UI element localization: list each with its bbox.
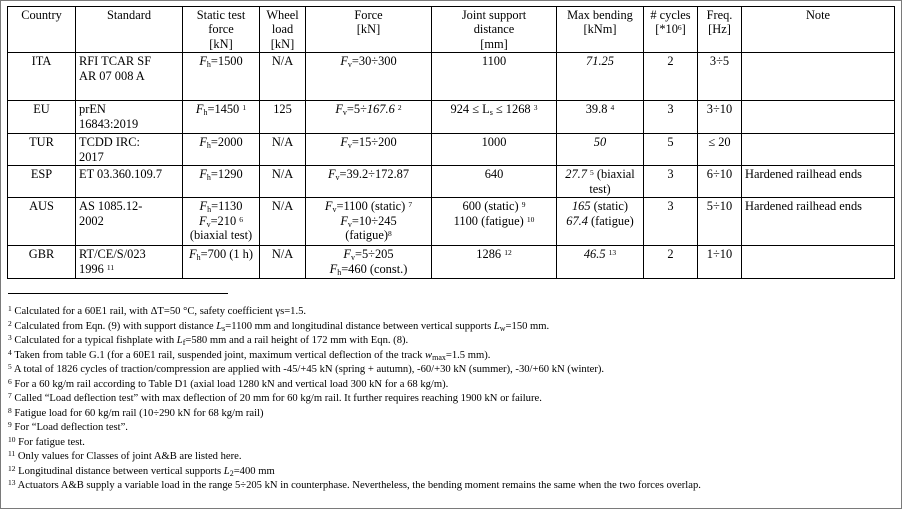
header-row (8, 7, 895, 53)
cell-force: $F_v=15\div 200$ (306, 134, 432, 166)
footnote-8: $^8$ Fatigue load for 60 kg/m rail (10÷290 kN for 68 kg/m rail) (8, 405, 264, 419)
cell-max-bending: 71.25 (557, 53, 644, 101)
header-note: Note (742, 7, 895, 53)
cell-country: ESP (8, 166, 76, 198)
cell-joint-support: $924 \le L_s \le 1268$ $^3$ (432, 101, 557, 134)
cell-max-bending: 165 (static) 67.4 (fatigue) (557, 198, 644, 246)
cell-note (742, 53, 895, 101)
cell-wheel-load: N/A (260, 246, 306, 279)
footnote-6: $^6$ For a 60 kg/m rail according to Table D1 (axial load 1280 kN and vertical load 300 kN for a 68 kg/m). (8, 376, 449, 390)
cell-max-bending: 39.8 $^4$ (557, 101, 644, 134)
cell-country: EU (8, 101, 76, 134)
cell-country: AUS (8, 198, 76, 246)
cell-standard: RFI TCAR SF AR 07 008 A (76, 53, 183, 101)
footnote-12: $^{12}$ Longitudinal distance between vertical supports $L_2=400$ mm (8, 463, 275, 478)
cell-max-bending: 46.5 $^{13}$ (557, 246, 644, 279)
cell-wheel-load: N/A (260, 134, 306, 166)
table-row-aus (8, 198, 895, 246)
cell-freq: ≤ 20 (698, 134, 742, 166)
cell-force: $F_v=39.2\div 172.87$ (306, 166, 432, 198)
cell-force: $F_v=5\div 167.6$ $^2$ (306, 101, 432, 134)
table-row-tur (8, 134, 895, 166)
header-country: Country (8, 7, 76, 53)
footnote-9: $^9$ For “Load deflection test”. (8, 420, 128, 433)
cell-cycles: 2 (644, 53, 698, 101)
header-joint-support: Joint support distance [mm] (432, 7, 557, 53)
standards-table (7, 6, 895, 279)
footnote-7: $^7$ Called “Load deflection test” with max deflection of 20 mm for 60 kg/m rail. It further requires reaching 1900 kN or failure. (8, 391, 542, 404)
cell-force: $F_v=30\div 300$ (306, 53, 432, 101)
cell-standard: prEN 16843:2019 (76, 101, 183, 134)
cell-force: $F_v=5\div 205$ $F_h=460$ (const.) (306, 246, 432, 279)
header-freq: Freq. [Hz] (698, 7, 742, 53)
cell-force: $F_v=1100$ (static) $^7$ $F_v=10\div 245$ (fatigue)$^8$ (306, 198, 432, 246)
cell-note (742, 101, 895, 134)
footnotes (8, 305, 898, 494)
cell-freq: 3÷10 (698, 101, 742, 134)
header-wheel-load: Wheel load [kN] (260, 7, 306, 53)
header-cycles: # cycles $[*10^6]$ (644, 7, 698, 53)
footnote-5: $^5$ A total of 1826 cycles of traction/compression are applied with -45/+45 kN (spring + autumn), -60/+30 kN (summer), -30/+60 kN (winter). (8, 362, 605, 375)
header-standard: Standard (76, 7, 183, 53)
cell-max-bending: 27.7 $^5$ (biaxial test) (557, 166, 644, 198)
cell-freq: 3÷5 (698, 53, 742, 101)
footnote-11: $^{11}$ Only values for Classes of joint A&B are listed here. (8, 449, 242, 462)
cell-cycles: 2 (644, 246, 698, 279)
header-force: Force [kN] (306, 7, 432, 53)
footnote-13: $^{13}$ Actuators A&B supply a variable load in the range 5÷205 kN in counterphase. Nevertheless, the bending moment remains the same when the two forces overlap. (8, 478, 701, 491)
cell-cycles: 3 (644, 198, 698, 246)
cell-static-force: $F_h=1290$ (183, 166, 260, 198)
cell-joint-support: 600 (static) $^9$ 1100 (fatigue) $^{10}$ (432, 198, 557, 246)
table-row-esp (8, 166, 895, 198)
cell-joint-support: 1000 (432, 134, 557, 166)
cell-joint-support: 640 (432, 166, 557, 198)
cell-wheel-load: 125 (260, 101, 306, 134)
cell-standard: RT/CE/S/023 1996 $^{11}$ (76, 246, 183, 279)
footnote-3: $^3$ Calculated for a typical fishplate with $L_f=580$ mm and a rail height of 172 mm with Eqn. (8). (8, 333, 409, 347)
cell-static-force: $F_h=1450$ $^1$ (183, 101, 260, 134)
cell-wheel-load: N/A (260, 53, 306, 101)
cell-note (742, 134, 895, 166)
footnote-2: $^2$ Calculated from Eqn. (9) with support distance $L_s=1100$ mm and longitudinal distance between vertical supports $L_w=150$ mm. (8, 318, 550, 333)
table-row-eu (8, 101, 895, 134)
header-static-force: Static test force [kN] (183, 7, 260, 53)
cell-freq: 6÷10 (698, 166, 742, 198)
cell-note: Hardened railhead ends (742, 166, 895, 198)
table-row-gbr (8, 246, 895, 279)
cell-static-force: $F_h=1130$ $F_v=210$ $^6$ (biaxial test) (183, 198, 260, 246)
cell-static-force: $F_h=2000$ (183, 134, 260, 166)
cell-freq: 5÷10 (698, 198, 742, 246)
footnote-4: $^4$ Taken from table G.1 (for a 60E1 rail, suspended joint, maximum vertical deflection of the track $w_{max}=1.5$ mm). (8, 347, 491, 362)
cell-cycles: 3 (644, 101, 698, 134)
cell-standard: ET 03.360.109.7 (76, 166, 183, 198)
cell-cycles: 5 (644, 134, 698, 166)
cell-note: Hardened railhead ends (742, 198, 895, 246)
header-max-bending: Max bending [kNm] (557, 7, 644, 53)
cell-static-force: $F_h=700$ (1 h) (183, 246, 260, 279)
cell-freq: 1÷10 (698, 246, 742, 279)
cell-cycles: 3 (644, 166, 698, 198)
cell-joint-support: 1100 (432, 53, 557, 101)
cell-standard: TCDD IRC: 2017 (76, 134, 183, 166)
table-row-ita (8, 53, 895, 101)
cell-wheel-load: N/A (260, 198, 306, 246)
cell-static-force: $F_h=1500$ (183, 53, 260, 101)
footnote-10: $^{10}$ For fatigue test. (8, 434, 85, 448)
cell-note (742, 246, 895, 279)
footnote-1: $^1$ Calculated for a 60E1 rail, with ΔT=50 °C, safety coefficient γs=1.5. (8, 304, 307, 317)
cell-country: ITA (8, 53, 76, 101)
cell-wheel-load: N/A (260, 166, 306, 198)
footnote-separator (8, 293, 228, 294)
cell-max-bending: 50 (557, 134, 644, 166)
cell-joint-support: 1286 $^{12}$ (432, 246, 557, 279)
cell-country: TUR (8, 134, 76, 166)
cell-standard: AS 1085.12- 2002 (76, 198, 183, 246)
cell-country: GBR (8, 246, 76, 279)
